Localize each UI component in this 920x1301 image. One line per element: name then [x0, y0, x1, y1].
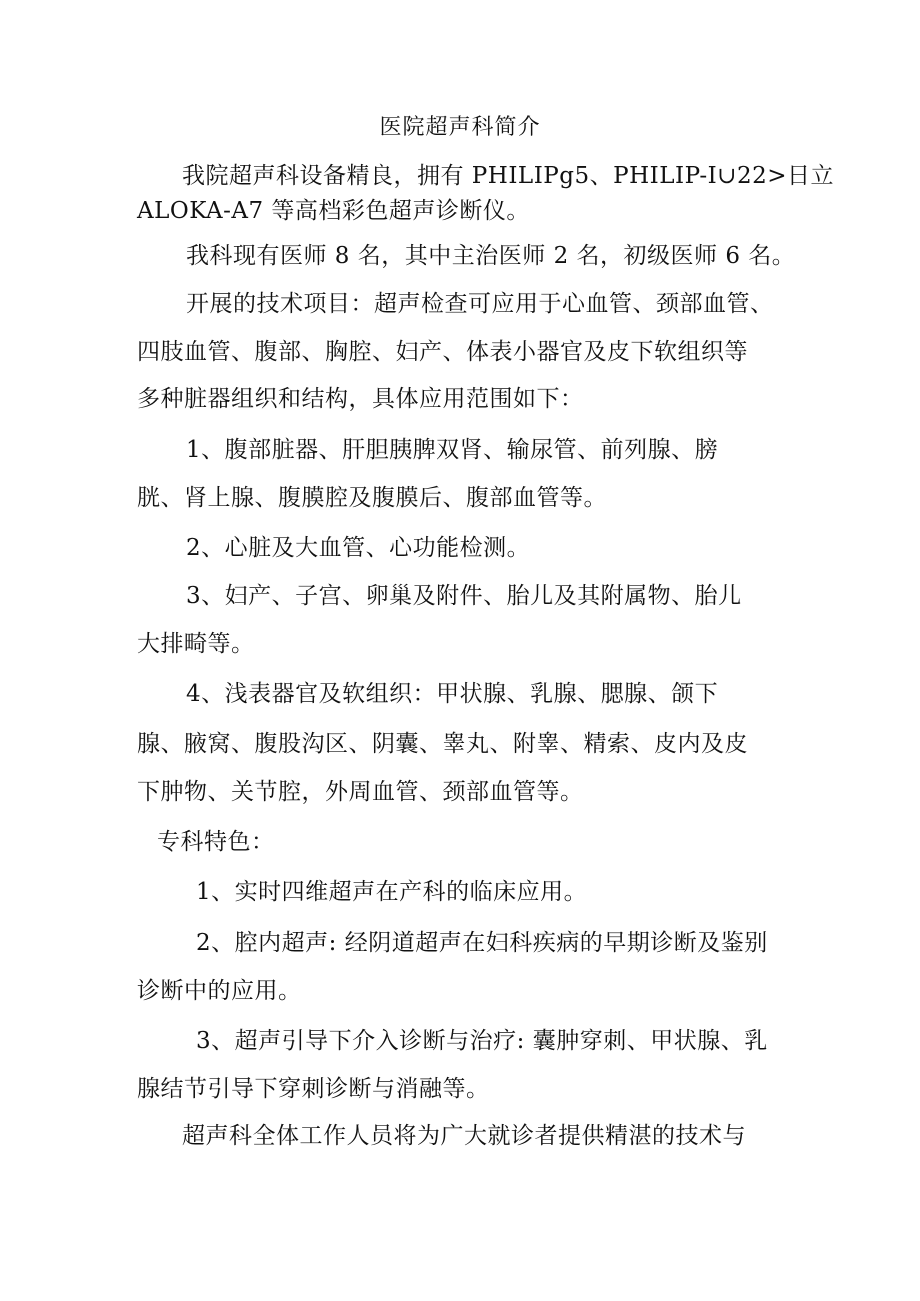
specialty-item-1: 1、实时四维超声在产科的临床应用。 — [196, 879, 588, 905]
paragraph-equipment-line-2: ALOKA-A7 等高档彩色超声诊断仪。 — [137, 198, 530, 224]
list-item-1-line-1: 1、腹部脏器、肝胆胰脾双肾、输尿管、前列腺、膀 — [186, 437, 719, 463]
list-item-2: 2、心脏及大血管、心功能检测。 — [186, 535, 531, 561]
list-item-3-line-1: 3、妇产、子宫、卵巢及附件、胎儿及其附属物、胎儿 — [186, 583, 742, 609]
paragraph-closing: 超声科全体工作人员将为广大就诊者提供精湛的技术与 — [182, 1123, 746, 1149]
specialty-item-2-line-2: 诊断中的应用。 — [137, 978, 302, 1004]
specialty-item-3-line-2: 腺结节引导下穿刺诊断与消融等。 — [137, 1076, 490, 1102]
section-heading-specialty: 专科特色： — [157, 829, 275, 855]
list-item-4-line-2: 腺、腋窝、腹股沟区、阴囊、睾丸、附睾、精索、皮内及皮 — [137, 731, 748, 757]
list-item-4-line-1: 4、浅表器官及软组织：甲状腺、乳腺、腮腺、颌下 — [186, 681, 719, 707]
list-item-3-line-2: 大排畸等。 — [137, 631, 255, 657]
document-title: 医院超声科简介 — [379, 115, 541, 140]
paragraph-equipment-line-1: 我院超声科设备精良，拥有 PHILIPg5、PHILIP-I∪22>日立 — [182, 163, 834, 189]
paragraph-techniques-line-1: 开展的技术项目：超声检查可应用于心血管、颈部血管、 — [186, 291, 774, 317]
specialty-item-2-line-1: 2、腔内超声: 经阴道超声在妇科疾病的早期诊断及鉴别 — [196, 930, 768, 956]
specialty-item-3-line-1: 3、超声引导下介入诊断与治疗: 囊肿穿刺、甲状腺、乳 — [196, 1028, 768, 1054]
paragraph-techniques-line-2: 四肢血管、腹部、胸腔、妇产、体表小器官及皮下软组织等 — [137, 339, 748, 365]
paragraph-staff: 我科现有医师 8 名，其中主治医师 2 名，初级医师 6 名。 — [186, 243, 796, 269]
list-item-1-line-2: 胱、肾上腺、腹膜腔及腹膜后、腹部血管等。 — [137, 485, 607, 511]
paragraph-techniques-line-3: 多种脏器组织和结构，具体应用范围如下： — [137, 386, 584, 412]
list-item-4-line-3: 下肿物、关节腔，外周血管、颈部血管等。 — [137, 779, 584, 805]
